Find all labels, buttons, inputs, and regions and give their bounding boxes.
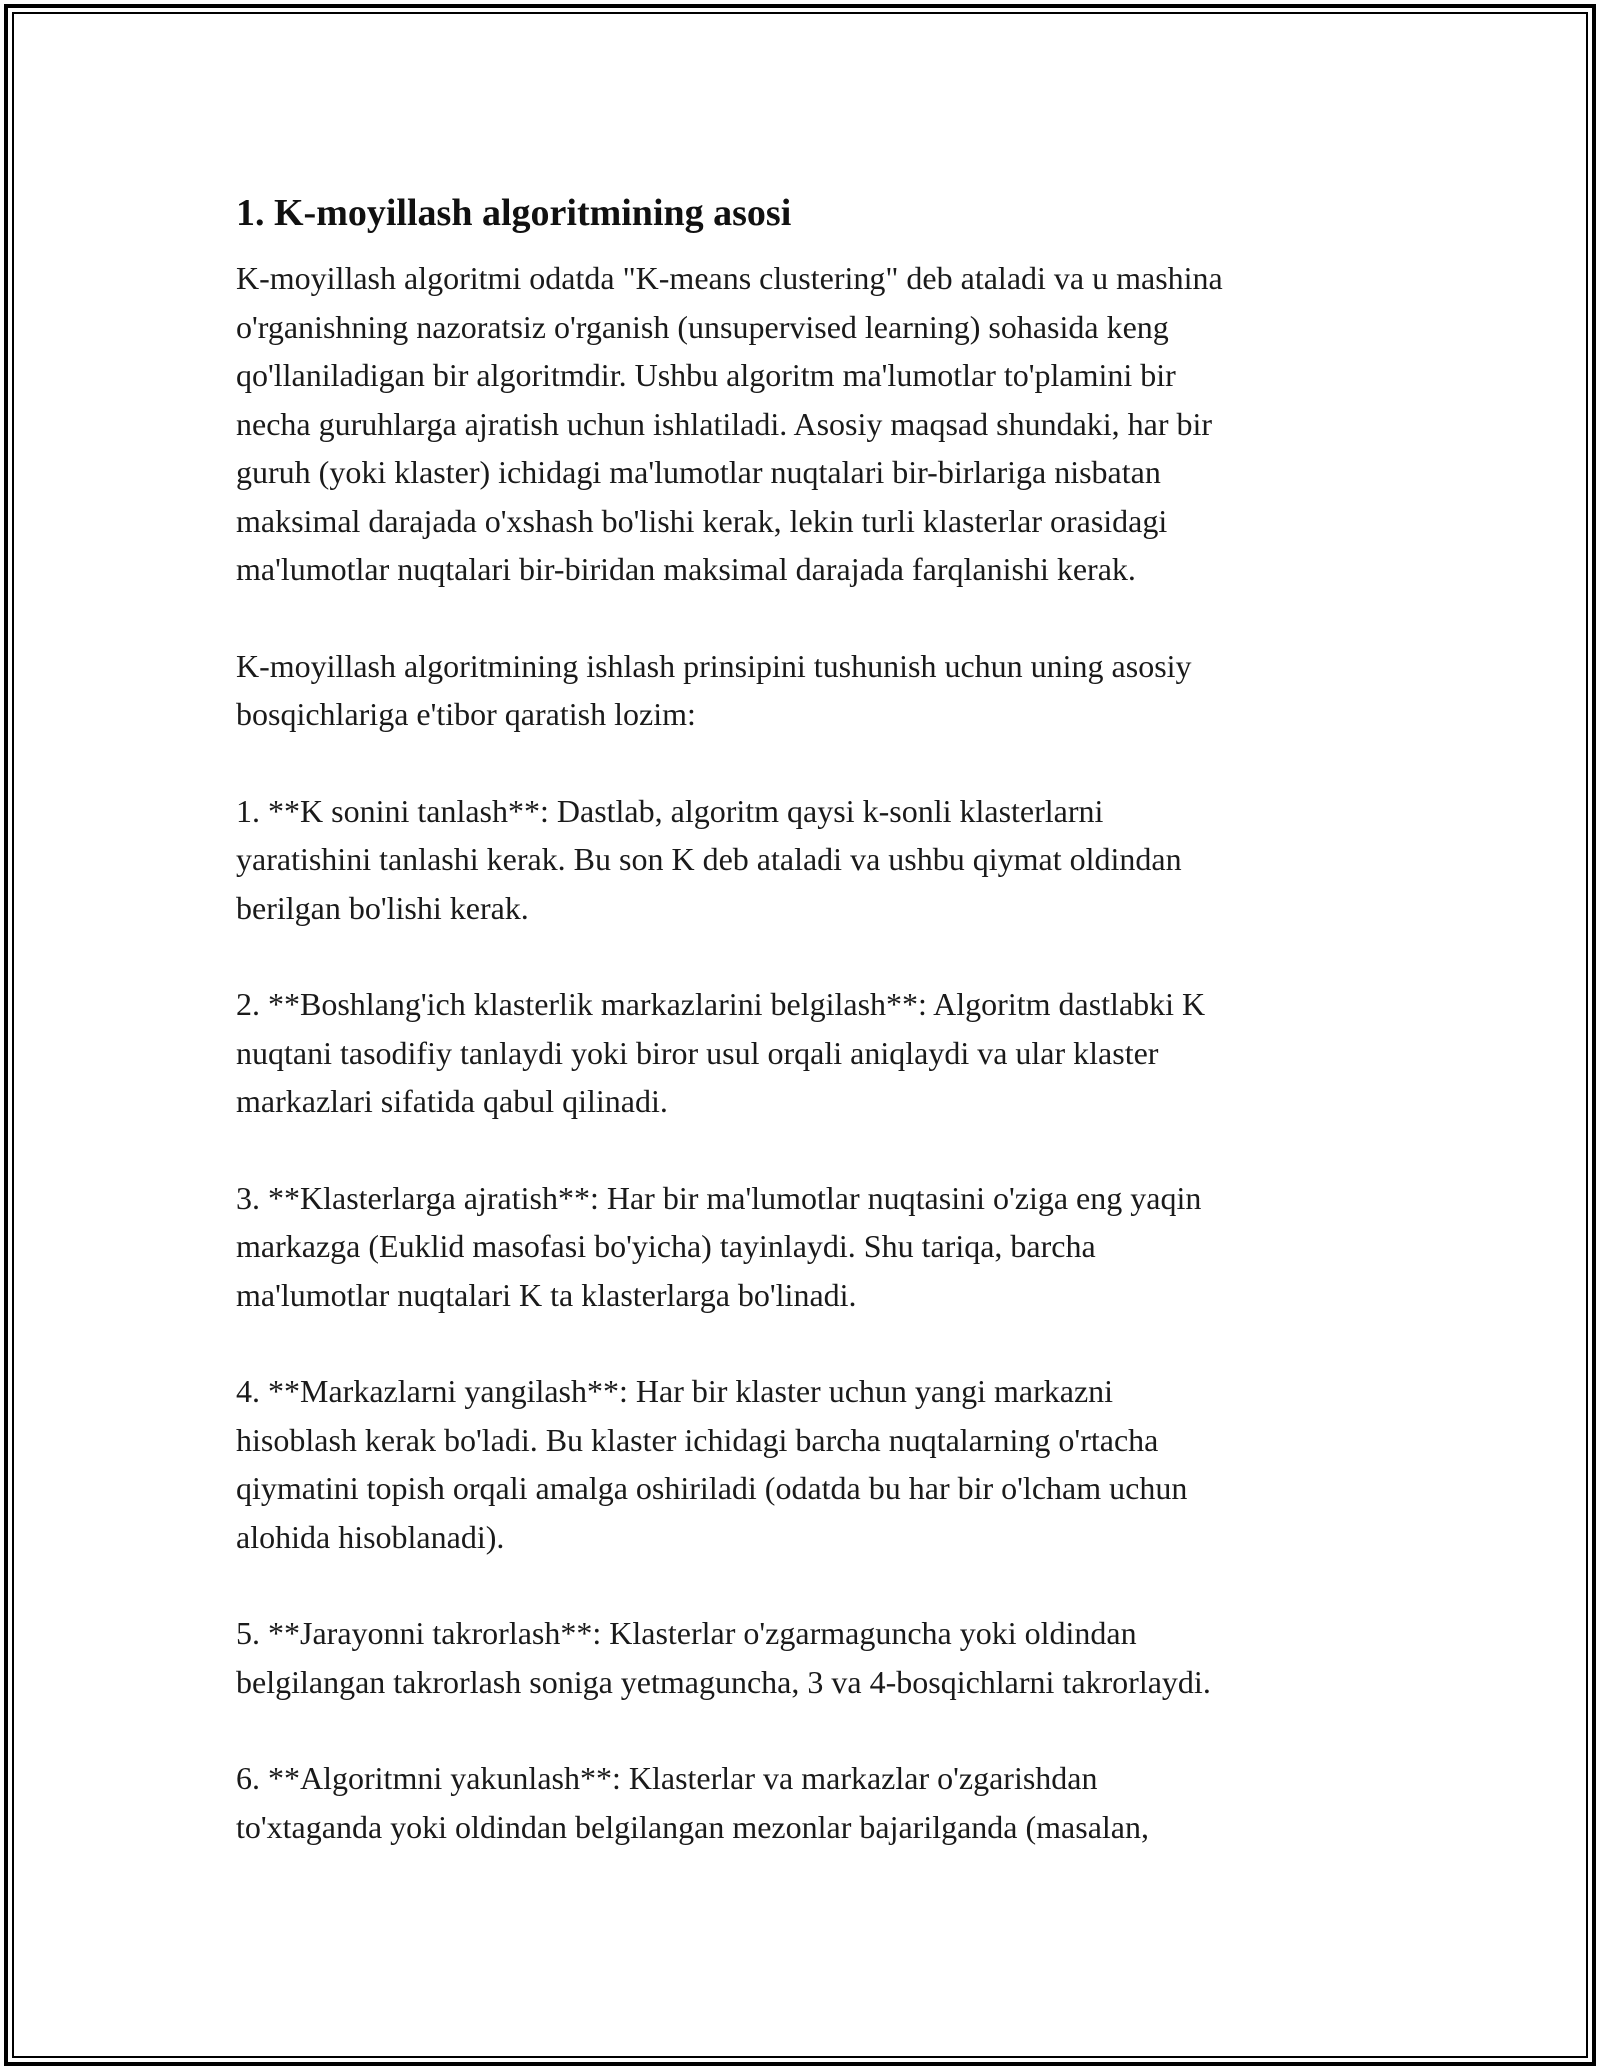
step-5-paragraph: 5. **Jarayonni takrorlash**: Klasterlar o'zgarmaguncha yoki oldindan belgilangan takrorlash soniga yetmaguncha, 3 va 4-bosqichlarni takrorlaydi. — [236, 1615, 1211, 1700]
step-2-paragraph: 2. **Boshlang'ich klasterlik markazlarini belgilash**: Algoritm dastlabki K nuqtani tasodifiy tanlaydi yoki biror usul orqali aniqlaydi va ular klaster markazlari sifatida qabul qilinadi. — [236, 986, 1206, 1119]
section-heading: 1. K-moyillash algoritmining asosi — [236, 192, 792, 234]
steps-intro-paragraph: K-moyillash algoritmining ishlash prinsipini tushunish uchun uning asosiy bosqichlariga e'tibor qaratish lozim: — [236, 647, 1192, 732]
step-1-paragraph: 1. **K sonini tanlash**: Dastlab, algoritm qaysi k-sonli klasterlarni yaratishini tanlashi kerak. Bu son K deb ataladi va ushbu qiymat oldindan berilgan bo'lishi kerak. — [236, 792, 1182, 926]
step-4-paragraph: 4. **Markazlarni yangilash**: Har bir klaster uchun yangi markazni hisoblash kerak bo'ladi. Bu klaster ichidagi barcha nuqtalarning o'rtacha qiymatini topish orqali amalga oshiriladi (odatda bu har bir o'lcham uchun alohida hisoblanadi). — [236, 1373, 1188, 1555]
document-body — [236, 188, 1386, 1899]
step-3-paragraph: 3. **Klasterlarga ajratish**: Har bir ma'lumotlar nuqtasini o'ziga eng yaqin markazga (Euklid masofasi bo'yicha) tayinlaydi. Shu tariqa, barcha ma'lumotlar nuqtalari K ta klasterlarga bo'linadi. — [236, 1179, 1202, 1313]
step-6-paragraph: 6. **Algoritmni yakunlash**: Klasterlar va markazlar o'zgarishdan to'xtaganda yoki oldindan belgilangan mezonlar bajarilganda (masalan, — [236, 1760, 1149, 1845]
intro-paragraph: K-moyillash algoritmi odatda "K-means clustering" deb ataladi va u mashina o'rganishning nazoratsiz o'rganish (unsupervised learning) sohasida keng qo'llaniladigan bir algoritmdir. Ushbu algoritm ma'lumotlar to'plamini bir necha guruhlarga ajratish uchun ishlatiladi. Asosiy maqsad shundaki, har bir guruh (yoki klaster) ichidagi ma'lumotlar nuqtalari bir-birlariga nisbatan maksimal darajada o'xshash bo'lishi kerak, lekin turli klasterlar orasidagi ma'lumotlar nuqtalari bir-biridan maksimal darajada farqlanishi kerak. — [236, 260, 1223, 587]
